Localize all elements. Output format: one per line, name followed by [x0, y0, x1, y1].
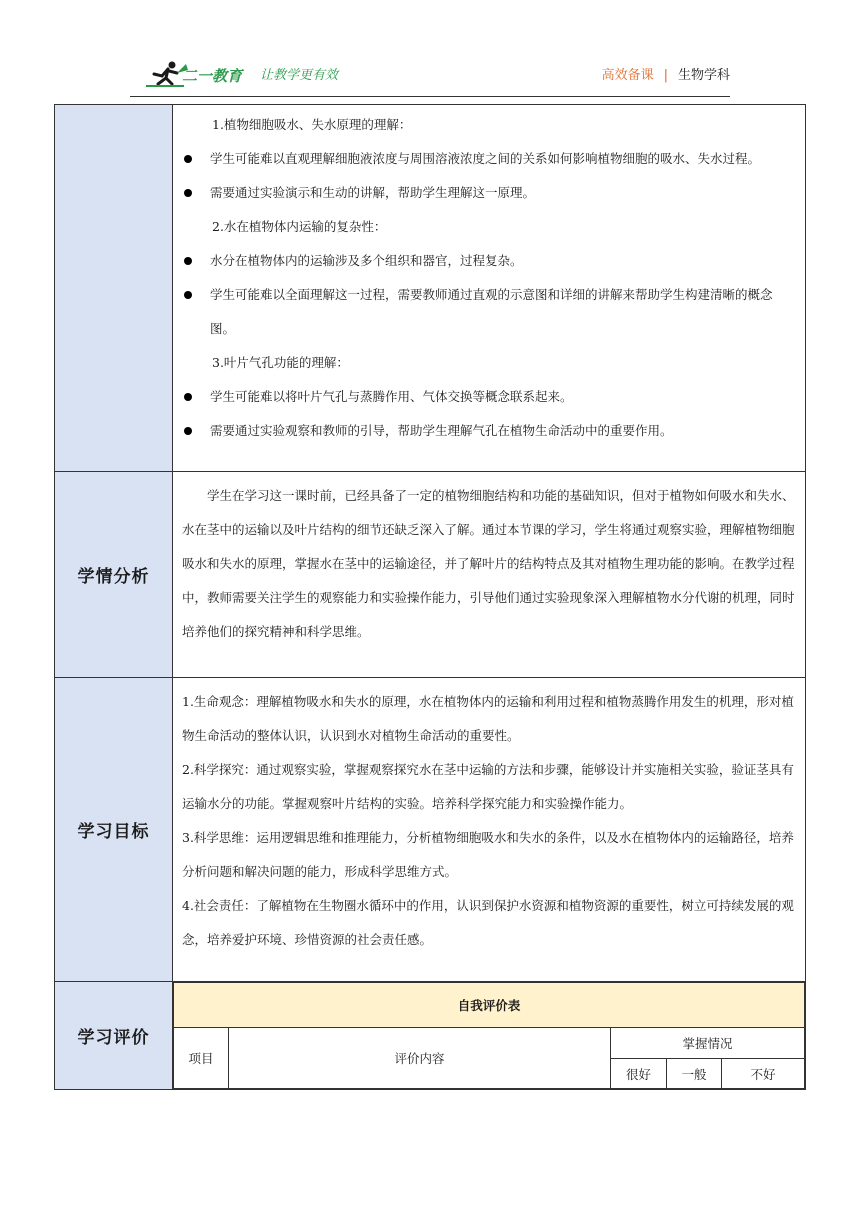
difficulty-list — [174, 106, 804, 452]
header-rule — [130, 96, 730, 97]
self-evaluation-table — [173, 982, 805, 1089]
difficulty-cell — [173, 105, 806, 472]
objectives-cell — [173, 678, 806, 982]
objectives-label: 学习目标 — [55, 678, 173, 982]
difficulty-subheading: 1.植物细胞吸水、失水原理的理解： — [212, 117, 412, 132]
difficulty-bullet — [56, 142, 796, 176]
header-subject — [602, 64, 730, 83]
difficulty-bullet — [56, 414, 796, 448]
objective-item: 1.生命观念：理解植物吸水和失水的原理，水在植物体内的运输和利用过程和植物蒸腾作用发生的机理，形对植物生命活动的整体认识，认识到水对植物生命活动的重要性。 — [182, 694, 794, 743]
evaluation-label: 学习评价 — [55, 982, 173, 1090]
difficulty-subheading: 3.叶片气孔功能的理解： — [212, 355, 349, 370]
difficulty-bullet — [56, 380, 796, 414]
header-category: 高效备课 — [601, 68, 654, 83]
level-average: 一般 — [667, 1059, 722, 1089]
page-header — [130, 56, 730, 96]
difficulty-bullet-text: 需要通过实验演示和生动的讲解，帮助学生理解这一原理。 — [210, 185, 536, 200]
objective-item: 3.科学思维：运用逻辑思维和推理能力，分析植物细胞吸水和失水的条件，以及水在植物体内的运输路径，培养分析问题和解决问题的能力，形成科学思维方式。 — [182, 830, 794, 879]
header-separator: | — [663, 68, 668, 83]
analysis-row — [55, 472, 806, 678]
bullet-dot-icon — [184, 155, 192, 163]
evaluation-row — [55, 982, 806, 1090]
difficulty-bullet-text: 需要通过实验观察和教师的引导，帮助学生理解气孔在植物生命活动中的重要作用。 — [210, 423, 673, 438]
difficulty-bullet — [56, 278, 796, 346]
level-very-good: 很好 — [611, 1059, 667, 1089]
header-subject-name: 生物学科 — [677, 68, 730, 83]
difficulty-bullet — [56, 176, 796, 210]
self-evaluation-title: 自我评价表 — [174, 983, 805, 1028]
analysis-text: 学生在学习这一课时前，已经具备了一定的植物细胞结构和功能的基础知识，但对于植物如何吸水和失水、水在茎中的运输以及叶片结构的细节还缺乏深入了解。通过本节课的学习，学生将通过观察实验，理解植物细胞吸水和失水的原理，掌握水在茎中的运输途径，并了解叶片的结构特点及其对植物生理功能的影响。在教学过程中，教师需要关注学生的观察能力和实验操作能力，引导他们通过实验现象深入理解植物水分代谢的机理，同时培养他们的探究精神和科学思维。 — [182, 488, 795, 639]
brand-slogan: 让教学更有效 — [260, 68, 339, 83]
evaluation-cell — [173, 982, 806, 1090]
bullet-dot-icon — [184, 291, 192, 299]
difficulty-bullet — [56, 244, 796, 278]
objectives-row — [55, 678, 806, 982]
difficulty-bullet-text: 学生可能难以全面理解这一过程，需要教师通过直观的示意图和详细的讲解来帮助学生构建清晰的概念图。 — [210, 287, 773, 336]
level-poor: 不好 — [722, 1059, 805, 1089]
analysis-label: 学情分析 — [55, 472, 173, 678]
bullet-dot-icon — [184, 393, 192, 401]
difficulty-bullet-text: 水分在植物体内的运输涉及多个组织和器官，过程复杂。 — [210, 253, 523, 268]
lesson-plan-table — [54, 104, 806, 1090]
bullet-dot-icon — [184, 257, 192, 265]
objectives-list — [174, 679, 804, 961]
column-content: 评价内容 — [229, 1028, 611, 1089]
difficulty-bullet-text: 学生可能难以将叶片气孔与蒸腾作用、气体交换等概念联系起来。 — [210, 389, 573, 404]
difficulty-row — [55, 105, 806, 472]
column-mastery: 掌握情况 — [611, 1028, 805, 1059]
bullet-dot-icon — [184, 427, 192, 435]
difficulty-subheading: 2.水在植物体内运输的复杂性： — [212, 219, 387, 234]
column-item: 项目 — [174, 1028, 229, 1089]
objective-item: 4.社会责任：了解植物在生物圈水循环中的作用，认识到保护水资源和植物资源的重要性，树立可持续发展的观念，培养爱护环境、珍惜资源的社会责任感。 — [182, 898, 794, 947]
analysis-cell — [173, 472, 806, 678]
objective-item: 2.科学探究：通过观察实验，掌握观察探究水在茎中运输的方法和步骤，能够设计并实施相关实验，验证茎具有运输水分的功能。掌握观察叶片结构的实验。培养科学探究能力和实验操作能力。 — [182, 762, 794, 811]
brand-name: 二一教育 — [182, 67, 243, 85]
difficulty-bullet-text: 学生可能难以直观理解细胞液浓度与周围溶液浓度之间的关系如何影响植物细胞的吸水、失水过程。 — [210, 151, 761, 166]
bullet-dot-icon — [184, 189, 192, 197]
